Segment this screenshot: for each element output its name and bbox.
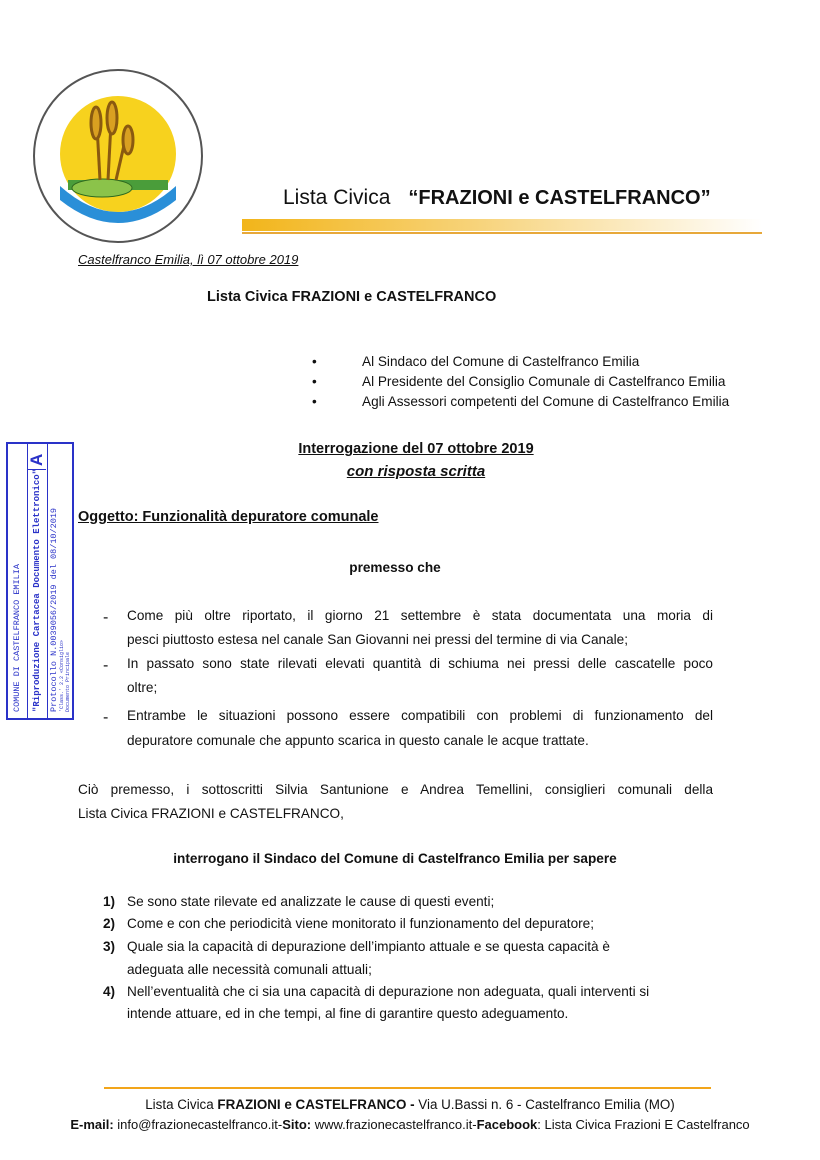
lista-civica-logo xyxy=(30,68,210,248)
header-title-bold: “FRAZIONI e CASTELFRANCO” xyxy=(408,187,711,209)
question-line: Come e con che periodicità viene monitorato il funzionamento del depuratore; xyxy=(127,916,594,931)
dash: - xyxy=(103,609,109,626)
protocol-stamp xyxy=(6,442,74,720)
footer-address xyxy=(0,1097,820,1112)
point-line: In passato sono state rilevati elevati quantità di schiuma nei pressi delle cascatelle poco xyxy=(127,656,713,671)
intro-line: Ciò premesso, i sottoscritti Silvia Santunione e Andrea Temellini, consiglieri comunali della xyxy=(78,782,713,797)
question-line: Nell’eventualità che ci sia una capacità di depurazione non adeguata, quali interventi si xyxy=(127,984,650,999)
stamp-classe: 'Class.' 2.2 «Consiglio» xyxy=(59,639,65,712)
question-line: adeguata alle necessità comunali attuali; xyxy=(127,962,372,977)
recipient-item: • Agli Assessori competenti del Comune di Castelfranco Emilia xyxy=(362,394,729,409)
question-number: 4) xyxy=(103,984,116,999)
question-number: 2) xyxy=(103,916,116,931)
site-label: Sito: xyxy=(282,1117,312,1132)
header-gradient-bar xyxy=(242,219,762,231)
dash: - xyxy=(103,709,109,726)
stamp-documento: Documento Principale xyxy=(65,651,71,712)
point-line: Entrambe le situazioni possono essere compatibili con problemi di funzionamento del xyxy=(127,708,713,723)
premesso-heading: premesso che xyxy=(349,560,441,575)
question-line: intende attuare, ed in che tempi, al fine di garantire questo adeguamento. xyxy=(127,1006,569,1021)
recipient-item: • Al Sindaco del Comune di Castelfranco Emilia xyxy=(362,354,639,369)
email-link[interactable]: info@frazionecastelfranco.it- xyxy=(113,1117,283,1132)
point-line: depuratore comunale che appunto scarica in questo canale le acque trattate. xyxy=(127,733,589,748)
footer-org-bold: FRAZIONI e CASTELFRANCO - xyxy=(217,1097,419,1112)
dash: - xyxy=(103,657,109,674)
question-number: 3) xyxy=(103,939,116,954)
question-line: Quale sia la capacità di depurazione dell’impianto attuale e se questa capacità è xyxy=(127,939,610,954)
facebook-label: Facebook xyxy=(476,1117,538,1132)
stamp-protocollo: Protocollo N.0039056/2019 del 08/10/2019 xyxy=(49,507,59,712)
header-divider xyxy=(242,232,762,234)
intro-line: Lista Civica FRAZIONI e CASTELFRANCO, xyxy=(78,806,344,821)
doc-title: Interrogazione del 07 ottobre 2019 xyxy=(298,441,534,457)
date-line: Castelfranco Emilia, lì 07 ottobre 2019 xyxy=(78,252,299,267)
question-line: Se sono state rilevate ed analizzate le cause di questi eventi; xyxy=(127,894,495,909)
question-number: 1) xyxy=(103,894,116,909)
sender: Lista Civica FRAZIONI e CASTELFRANCO xyxy=(207,289,497,305)
point-line: oltre; xyxy=(127,680,158,695)
footer-divider xyxy=(104,1087,711,1089)
facebook-link[interactable]: : Lista Civica Frazioni E Castelfranco xyxy=(537,1117,750,1132)
email-label: E-mail: xyxy=(70,1117,114,1132)
header-title xyxy=(283,186,711,210)
point-line: pesci piuttosto estesa nel canale San Giovanni nei pressi del termine di via Canale; xyxy=(127,632,628,647)
interrogano-heading: interrogano il Sindaco del Comune di Castelfranco Emilia per sapere xyxy=(173,851,617,866)
doc-subtitle: con risposta scritta xyxy=(346,463,486,480)
stamp-comune: COMUNE DI CASTELFRANCO EMILIA xyxy=(12,564,22,712)
footer-address-text: Via U.Bassi n. 6 - Castelfranco Emilia (MO) xyxy=(418,1097,675,1112)
header-title-light: Lista Civica xyxy=(283,186,391,209)
recipient-item: • Al Presidente del Consiglio Comunale di Castelfranco Emilia xyxy=(362,374,725,389)
stamp-letter: A xyxy=(27,453,46,466)
site-link[interactable]: www.frazionecastelfranco.it- xyxy=(311,1117,477,1132)
subject: Oggetto: Funzionalità depuratore comunale xyxy=(78,509,379,525)
point-line: Come più oltre riportato, il giorno 21 settembre è stata documentata una moria di xyxy=(127,608,713,623)
stamp-riproduzione: "Riproduzione Cartacea Documento Elettronico" xyxy=(32,468,42,712)
footer-contacts xyxy=(0,1117,820,1132)
footer-org: Lista Civica xyxy=(145,1097,218,1112)
